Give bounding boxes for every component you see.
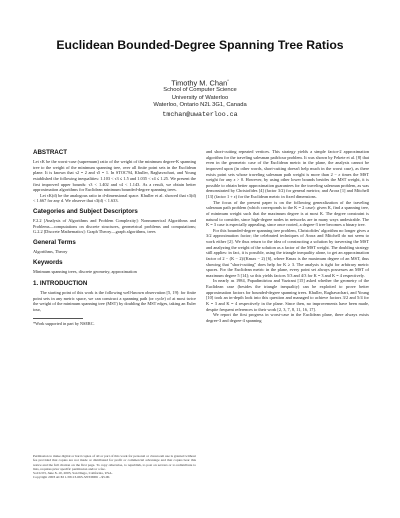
keywords-body: Minimum spanning trees, discrete geometry, approximation	[33, 268, 137, 274]
introduction-paragraph-2: and short-cutting repeated vertices. This strategy yields a simple factor-2 approximation algorithm for the traveling salesman path/tour problem. It was shown by Fekete et al. [8] that even in the geometric case of the Euclidean metric in the plane, the analysis cannot be improved upon (in other words, short-cutting doesn't help much in the worst case), as there exists point sets whose traveling salesman path weight is more than 2 − ε times the MST weight for any ε > 0. However, by using other lower bounds besides the MST weight, it is possible to obtain better approximation guarantees for the traveling salesman problem, as was demonstrated by Christofides [4] (factor 3/2) for general metrics; and Arora [1] and Mitchell [13] (factor 1 + ε) for the Euclidean metric in fixed dimensions.	[206, 149, 369, 199]
abstract-heading: ABSTRACT	[33, 149, 68, 156]
introduction-paragraph-5: In nearly as 1984, Papadimitriou and Vazirani [15] asked whether the geometry of the Euclidean case (besides the triangle inequality) can be exploited to prove better approximation factors for bounded-degree spanning trees. Khuller, Raghavachari, and Young [10] took an in-depth look into this question and managed to achieve factors 3/2 and 5/4 for K = 3 and K = 4 respectively in the plane. Since then, no improvements have been made, despite frequent references to their work [2, 3, 7, 8, 11, 16, 17].	[206, 278, 369, 312]
footnote-divider	[33, 318, 83, 319]
introduction-paragraph-6: We report the first progress in worst-case in the Euclidean plane, there always exists degree-3 and degree-4 spanning	[206, 312, 369, 323]
general-terms-heading: General Terms	[33, 238, 76, 246]
affiliation-school: School of Computer Science	[163, 87, 237, 94]
venue-line: SoCG'03, June 8–10, 2003, San Diego, California, USA.	[33, 471, 113, 475]
funding-footnote: *Work supported in part by NSERC.	[33, 320, 95, 326]
author-name: Timothy M. Chan	[171, 78, 228, 88]
categories-heading: Categories and Subject Descriptors	[33, 208, 138, 215]
right-column	[206, 149, 369, 323]
paper-title: Euclidean Bounded-Degree Spanning Tree Ratios	[56, 38, 344, 52]
introduction-paragraph-1: The starting point of this work is the following well-known observation [5, 19]: for finite point sets in any metric space, we can construct a spanning path (or cycle) of at most twice the weight of the minimum spanning tree (MST) by doubling the MST edges, taking an Euler tour,	[33, 290, 196, 312]
categories-body: F.2.2 [Analysis of Algorithms and Problem Complexity]: Nonnumerical Algorithms and Problems—computations on discrete structures, geometrical problems and computations; G.2.2 [Discrete Mathematics]: Graph Theory—graph algorithms, trees	[33, 218, 196, 235]
author-block	[100, 76, 300, 119]
introduction-paragraph-4: For this bounded-degree spanning tree problem, Christofides' algorithm no longer gives a 3/2 approximation factor; the celebrated techniques of Arora and Mitchell do not seem to work either [2]. We thus return to the idea of constructing a solution by traversing the MST and analyzing the weight of the solution as a factor of the MST weight. The doubling strategy still applies: in fact, it is possible, using the triangle inequality alone, to get an approximation factor of 2 − (K − 2)/(Kmax − 2) [6], where Kmax is the maximum degree of an MST, thus showing that "short-cutting" does help for K ≥ 3. The analysis is tight for arbitrary metric spaces. For the Euclidean metric in the plane, every point set always possesses an MST of maximum degree 5 [14]; so this yields factors 5/3 and 4/3 for K = 3 and K = 4 respectively.	[206, 227, 369, 278]
introduction-heading: 1. INTRODUCTION	[33, 280, 88, 288]
author-email: tmchan@uwaterloo.ca	[162, 111, 238, 119]
abstract-paragraph-2: Let τK(d) be the analogous ratio in d-dimensional space. Khuller et al. showed that τ3(d) < 1.667 for any d. We observe that τ3(d) < 1.633.	[33, 192, 196, 204]
affiliation-university: University of Waterloo	[171, 94, 229, 101]
permission-notice	[33, 454, 196, 480]
author-footnote-mark: *	[227, 78, 229, 83]
left-column	[33, 149, 196, 326]
affiliation-address: Waterloo, Ontario N2L 3G1, Canada	[153, 102, 247, 109]
abstract-paragraph-1: Let τK be the worst-case (supremum) ratio of the weight of the minimum degree-K spanning tree to the weight of the minimum spanning tree, over all finite point sets in the Euclidean plane. It is known that τ2 = 2 and τ5 = 1. In STOC'94, Khuller, Raghavachari, and Young established the following inequalities: 1.103 < τ3 ≤ 1.5 and 1.035 < τ4 ≤ 1.25. We present the first improved upper bounds: τ3 < 1.402 and τ4 < 1.143. As a result, we obtain better approximation algorithms for Euclidean minimum bounded-degree spanning trees.	[33, 159, 196, 193]
author-name-line	[100, 76, 300, 87]
introduction-paragraph-3: The focus of the present paper is on the following generalization of the traveling salesman path problem (which corresponds to the K = 2 case): given K, find a spanning tree, of minimum weight such that the maximum degree is at most K. The degree constraint is natural to consider, since high-degree nodes in networks are in many ways undesirable. The K = 3 case is especially appealing, since once rooted, a degree-3 tree becomes a binary tree.	[206, 199, 369, 228]
permission-text: Permission to make digital or hard copies of all or part of this work for personal or classroom use is granted without fee provided that copies are not made or distributed for profit or commercial advantage and that copies bear this notice and the full citation on the first page. To copy otherwise, to republish, to post on servers or to redistribute to lists, requires prior specific permission and/or a fee.	[33, 454, 196, 471]
keywords-heading: Keywords	[33, 258, 63, 266]
copyright-line: Copyright 2003 ACM 1-58113-663-3/03/0006 ...$5.00.	[33, 475, 111, 480]
general-terms-body: Algorithms, Theory	[33, 248, 68, 254]
